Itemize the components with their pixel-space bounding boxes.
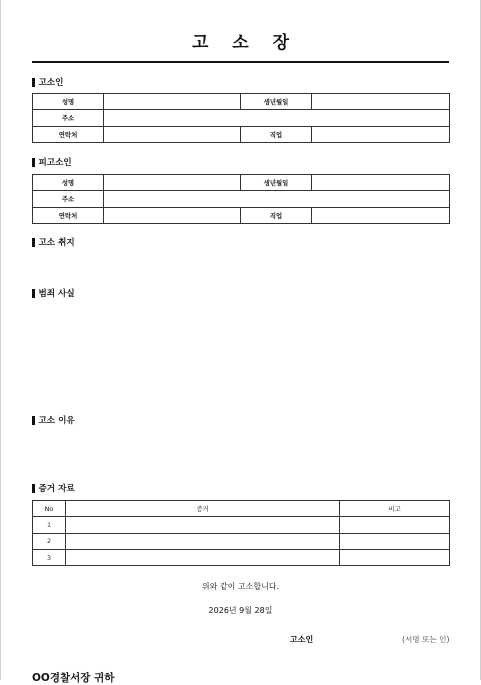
name-label: 성명 — [33, 175, 104, 191]
accused-contact-field[interactable] — [104, 207, 241, 223]
remark-field[interactable] — [340, 533, 450, 549]
section-heading: 고소인 — [38, 78, 64, 88]
signer-label: 고소인 — [290, 635, 314, 644]
document-title: 고 소 장 — [191, 33, 299, 53]
job-label: 직업 — [241, 207, 312, 223]
signature-note[interactable]: (서명 또는 인) — [402, 635, 450, 644]
table-row — [33, 175, 450, 191]
address-label: 주소 — [33, 191, 104, 207]
column-header: No — [33, 501, 66, 517]
table-row — [33, 549, 450, 565]
evidence-field[interactable] — [66, 549, 340, 565]
section-heading: 피고소인 — [38, 158, 72, 168]
row-number: 3 — [33, 549, 66, 565]
section-heading: 고소 이유 — [38, 416, 75, 426]
section-marker — [32, 484, 35, 493]
complainant-job-field[interactable] — [312, 126, 450, 142]
remark-field[interactable] — [340, 549, 450, 565]
section-complainant — [32, 76, 63, 88]
birth-label: 생년월일 — [241, 94, 312, 110]
table-row — [33, 207, 450, 223]
accused-address-field[interactable] — [104, 191, 450, 207]
table-row — [33, 517, 450, 533]
section-marker — [32, 416, 35, 425]
row-number: 1 — [33, 517, 66, 533]
column-header: 비고 — [340, 501, 450, 517]
complainant-address-field[interactable] — [104, 110, 450, 126]
remark-field[interactable] — [340, 517, 450, 533]
section-accused — [32, 156, 72, 168]
evidence-table — [32, 500, 450, 566]
table-header-row — [33, 501, 450, 517]
section-heading: 범죄 사실 — [38, 289, 75, 299]
complainant-contact-field[interactable] — [104, 126, 241, 142]
contact-label: 연락처 — [33, 207, 104, 223]
complainant-table — [32, 93, 450, 143]
section-reasons — [32, 414, 75, 426]
section-marker — [32, 158, 35, 167]
section-facts — [32, 287, 75, 299]
complaint-date: 2026년 9월 28일 — [208, 606, 273, 615]
section-purpose — [32, 236, 75, 248]
accused-name-field[interactable] — [104, 175, 241, 191]
closing-statement: 위와 같이 고소합니다. — [201, 582, 280, 591]
section-marker — [32, 78, 35, 87]
table-row — [33, 533, 450, 549]
section-evidence — [32, 482, 75, 494]
accused-table — [32, 174, 450, 224]
complainant-birth-field[interactable] — [312, 94, 450, 110]
section-heading: 고소 취지 — [38, 238, 75, 248]
table-row — [33, 126, 450, 142]
address-label: 주소 — [33, 110, 104, 126]
table-row — [33, 191, 450, 207]
birth-label: 생년월일 — [241, 175, 312, 191]
contact-label: 연락처 — [33, 126, 104, 142]
section-marker — [32, 289, 35, 298]
job-label: 직업 — [241, 126, 312, 142]
table-row — [33, 110, 450, 126]
table-row — [33, 94, 450, 110]
title-divider — [32, 61, 449, 63]
accused-birth-field[interactable] — [312, 175, 450, 191]
name-label: 성명 — [33, 94, 104, 110]
complainant-name-field[interactable] — [104, 94, 241, 110]
accused-job-field[interactable] — [312, 207, 450, 223]
section-marker — [32, 238, 35, 247]
evidence-field[interactable] — [66, 517, 340, 533]
addressee: OO경찰서장 귀하 — [32, 672, 115, 684]
row-number: 2 — [33, 533, 66, 549]
evidence-field[interactable] — [66, 533, 340, 549]
column-header: 증거 — [66, 501, 340, 517]
page-edge-left — [0, 0, 1, 680]
section-heading: 증거 자료 — [38, 484, 75, 494]
